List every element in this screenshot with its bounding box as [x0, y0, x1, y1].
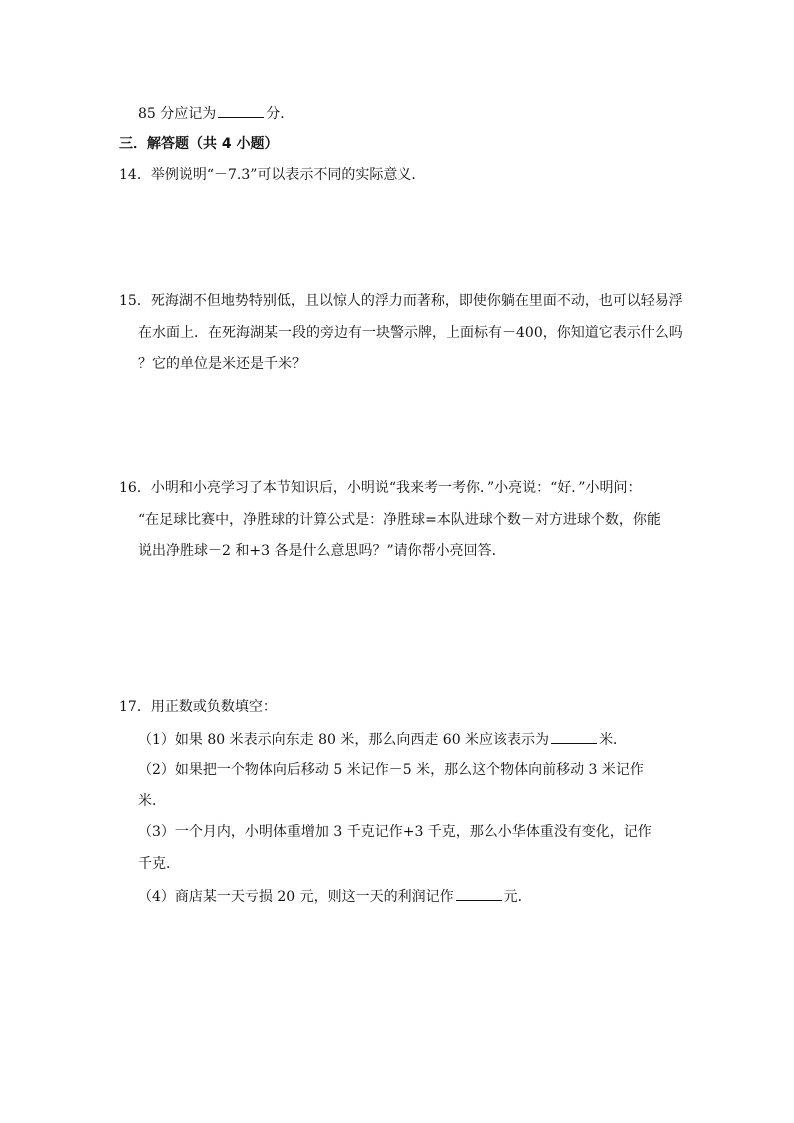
- section-title: 三．解答题（共 4 小题）: [119, 136, 279, 152]
- question-15-line-3: ？它的单位是米还是千米？: [138, 356, 306, 372]
- q13-text-after: 分．: [266, 106, 295, 122]
- question-17-part-4: [138, 886, 532, 906]
- question-15-line-2: 在水面上．在死海湖某一段的旁边有一块警示牌，上面标有－400，你知道它表示什么吗: [138, 325, 683, 341]
- q17-p1-text-before: （1）如果 80 米表示向东走 80 米，那么向西走 60 米应该表示为: [138, 732, 550, 748]
- q17-p4-text-after: 元．: [503, 889, 532, 905]
- answer-blank[interactable]: [456, 886, 502, 901]
- answer-blank[interactable]: [218, 103, 264, 118]
- question-15-line-1: 15．死海湖不但地势特别低，且以惊人的浮力而著称，即使你躺在里面不动，也可以轻易浮: [119, 293, 683, 309]
- question-16-line-1: 16．小明和小亮学习了本节知识后，小明说“我来考一考你．”小亮说：“好．”小明问：: [119, 480, 642, 496]
- question-17-part-3-line-1: （3）一个月内，小明体重增加 3 千克记作+3 千克，那么小华体重没有变化，记作: [138, 824, 652, 840]
- question-16-line-2: “在足球比赛中，净胜球的计算公式是：净胜球=本队进球个数－对方进球个数，你能: [138, 512, 661, 528]
- q17-p1-text-after: 米．: [599, 732, 628, 748]
- question-14: 14．举例说明“－7.3”可以表示不同的实际意义．: [119, 167, 426, 183]
- question-16-line-3: 说出净胜球－2 和+3 各是什么意思吗？”请你帮小亮回答．: [138, 543, 506, 559]
- question-17-part-1: [138, 729, 627, 749]
- q13-text-before: 85 分应记为: [138, 106, 217, 122]
- q17-p4-text-before: （4）商店某一天亏损 20 元，则这一天的利润记作: [138, 889, 454, 905]
- question-17-part-3-line-2: 千克．: [138, 856, 180, 872]
- question-17-stem: 17．用正数或负数填空：: [119, 699, 277, 715]
- answer-blank[interactable]: [551, 729, 597, 744]
- question-17-part-2-line-1: （2）如果把一个物体向后移动 5 米记作－5 米，那么这个物体向前移动 3 米记作: [138, 762, 644, 778]
- question-17-part-2-line-2: 米．: [138, 793, 166, 809]
- q13-answer-line: [138, 103, 294, 123]
